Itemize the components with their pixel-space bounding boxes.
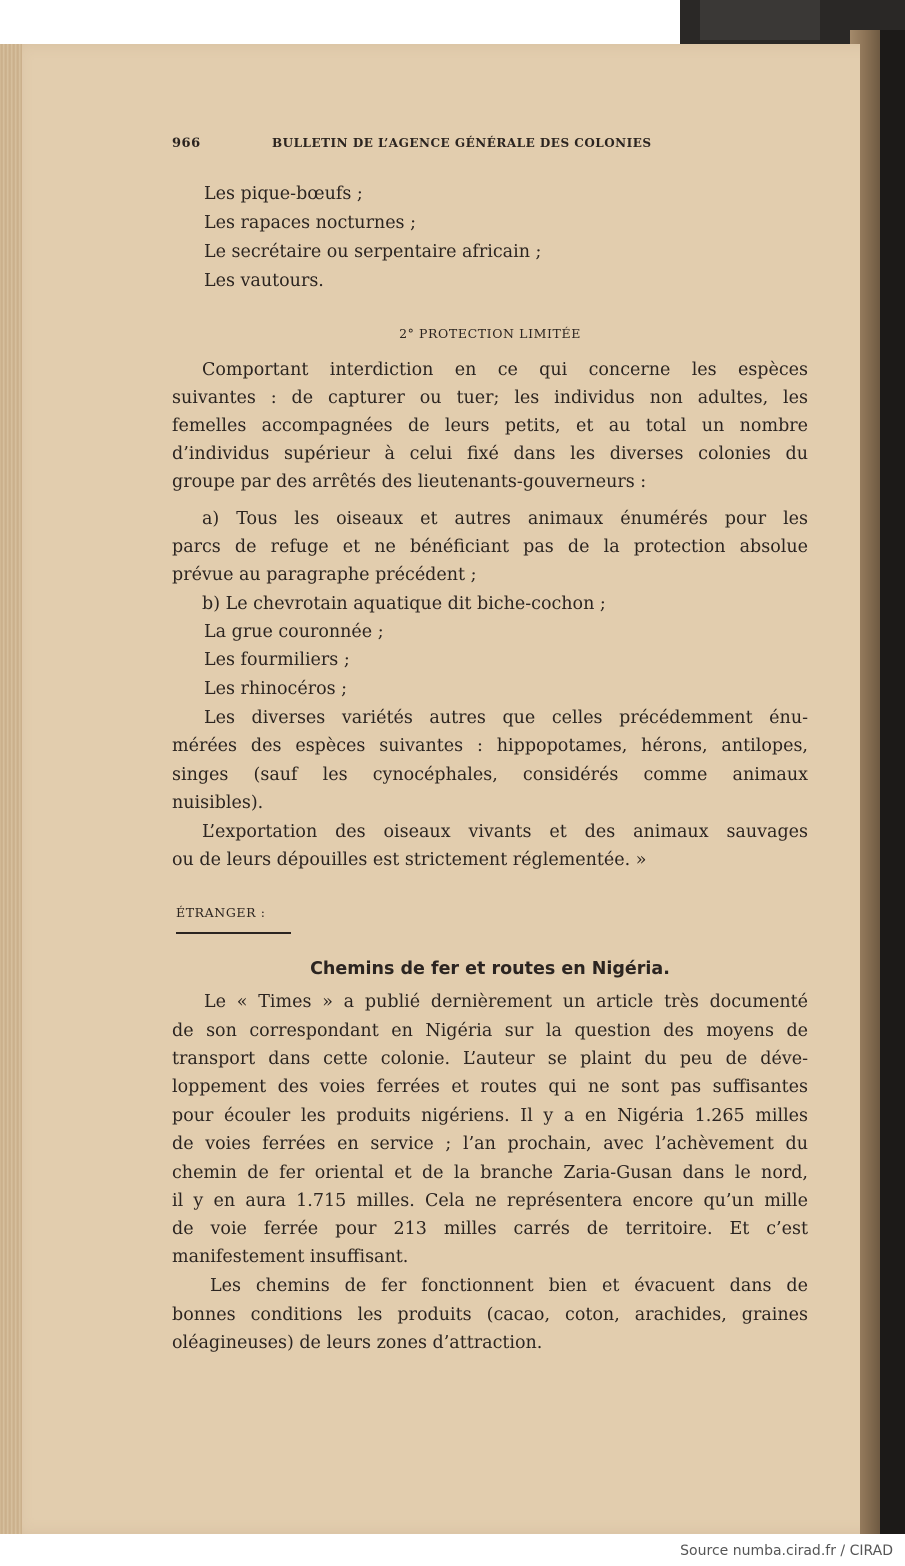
- text-line: oléagineuses) de leurs zones d’attraction.: [172, 1333, 543, 1353]
- text-line: Comportant interdiction en ce qui concerne les espèces: [202, 360, 808, 380]
- list-item: Les vautours.: [204, 271, 324, 291]
- section-label: ÉTRANGER :: [176, 905, 266, 920]
- text-line: L’exportation des oiseaux vivants et des animaux sauvages: [202, 822, 808, 842]
- text-line: La grue couronnée ;: [204, 622, 384, 642]
- text-line: pour écouler les produits nigériens. Il y a en Nigéria 1.265 milles: [172, 1106, 808, 1126]
- page-stack-edge: [0, 44, 22, 1534]
- list-item: Les rapaces nocturnes ;: [204, 213, 416, 233]
- text-line: de son correspondant en Nigéria sur la question des moyens de: [172, 1021, 808, 1041]
- text-line: singes (sauf les cynocéphales, considérés comme animaux: [172, 765, 808, 785]
- list-item: Les pique-bœufs ;: [204, 184, 363, 204]
- text-line: groupe par des arrêtés des lieutenants-gouverneurs :: [172, 472, 647, 492]
- text-line: femelles accompagnées de leurs petits, et au total un nombre: [172, 416, 808, 436]
- running-header: [172, 136, 808, 151]
- text-line: Les fourmiliers ;: [204, 650, 350, 670]
- section-rule: [176, 932, 291, 934]
- text-line: ou de leurs dépouilles est strictement réglementée. »: [172, 850, 647, 870]
- text-line: a) Tous les oiseaux et autres animaux énumérés pour les: [202, 509, 808, 529]
- source-credit: Source numba.cirad.fr / CIRAD: [680, 1543, 893, 1559]
- article-title: Chemins de fer et routes en Nigéria.: [310, 959, 670, 979]
- book-binding-detail: [700, 0, 820, 40]
- text-line: manifestement insuffisant.: [172, 1247, 409, 1267]
- text-line: loppement des voies ferrées et routes qui ne sont pas suffisantes: [172, 1077, 808, 1097]
- text-line: il y en aura 1.715 milles. Cela ne représentera encore qu’un mille: [172, 1191, 808, 1211]
- text-line: Les chemins de fer fonctionnent bien et évacuent dans de: [210, 1276, 808, 1296]
- text-line: transport dans cette colonie. L’auteur se plaint du peu de déve-: [172, 1049, 808, 1069]
- scan-dark-margin: [876, 30, 905, 1550]
- text-line: de voies ferrées en service ; l’an prochain, avec l’achèvement du: [172, 1134, 808, 1154]
- page-number: 966: [172, 136, 201, 151]
- text-line: Les diverses variétés autres que celles précédemment énu-: [204, 708, 808, 728]
- text-line: de voie ferrée pour 213 milles carrés de territoire. Et c’est: [172, 1219, 808, 1239]
- text-line: chemin de fer oriental et de la branche Zaria-Gusan dans le nord,: [172, 1163, 808, 1183]
- list-item: Le secrétaire ou serpentaire africain ;: [204, 242, 542, 262]
- text-line: Les rhinocéros ;: [204, 679, 348, 699]
- text-line: prévue au paragraphe précédent ;: [172, 565, 477, 585]
- text-line: b) Le chevrotain aquatique dit biche-cochon ;: [202, 594, 606, 614]
- text-line: mérées des espèces suivantes : hippopotames, hérons, antilopes,: [172, 736, 808, 756]
- text-line: suivantes : de capturer ou tuer; les individus non adultes, les: [172, 388, 808, 408]
- text-line: Le « Times » a publié dernièrement un article très documenté: [204, 992, 808, 1012]
- running-title: BULLETIN DE L’AGENCE GÉNÉRALE DES COLONIES: [272, 136, 652, 150]
- section-title: 2° PROTECTION LIMITÉE: [399, 326, 581, 341]
- text-line: nuisibles).: [172, 793, 264, 813]
- text-line: bonnes conditions les produits (cacao, coton, arachides, graines: [172, 1305, 808, 1325]
- text-line: parcs de refuge et ne bénéficiant pas de la protection absolue: [172, 537, 808, 557]
- text-line: d’individus supérieur à celui fixé dans les diverses colonies du: [172, 444, 808, 464]
